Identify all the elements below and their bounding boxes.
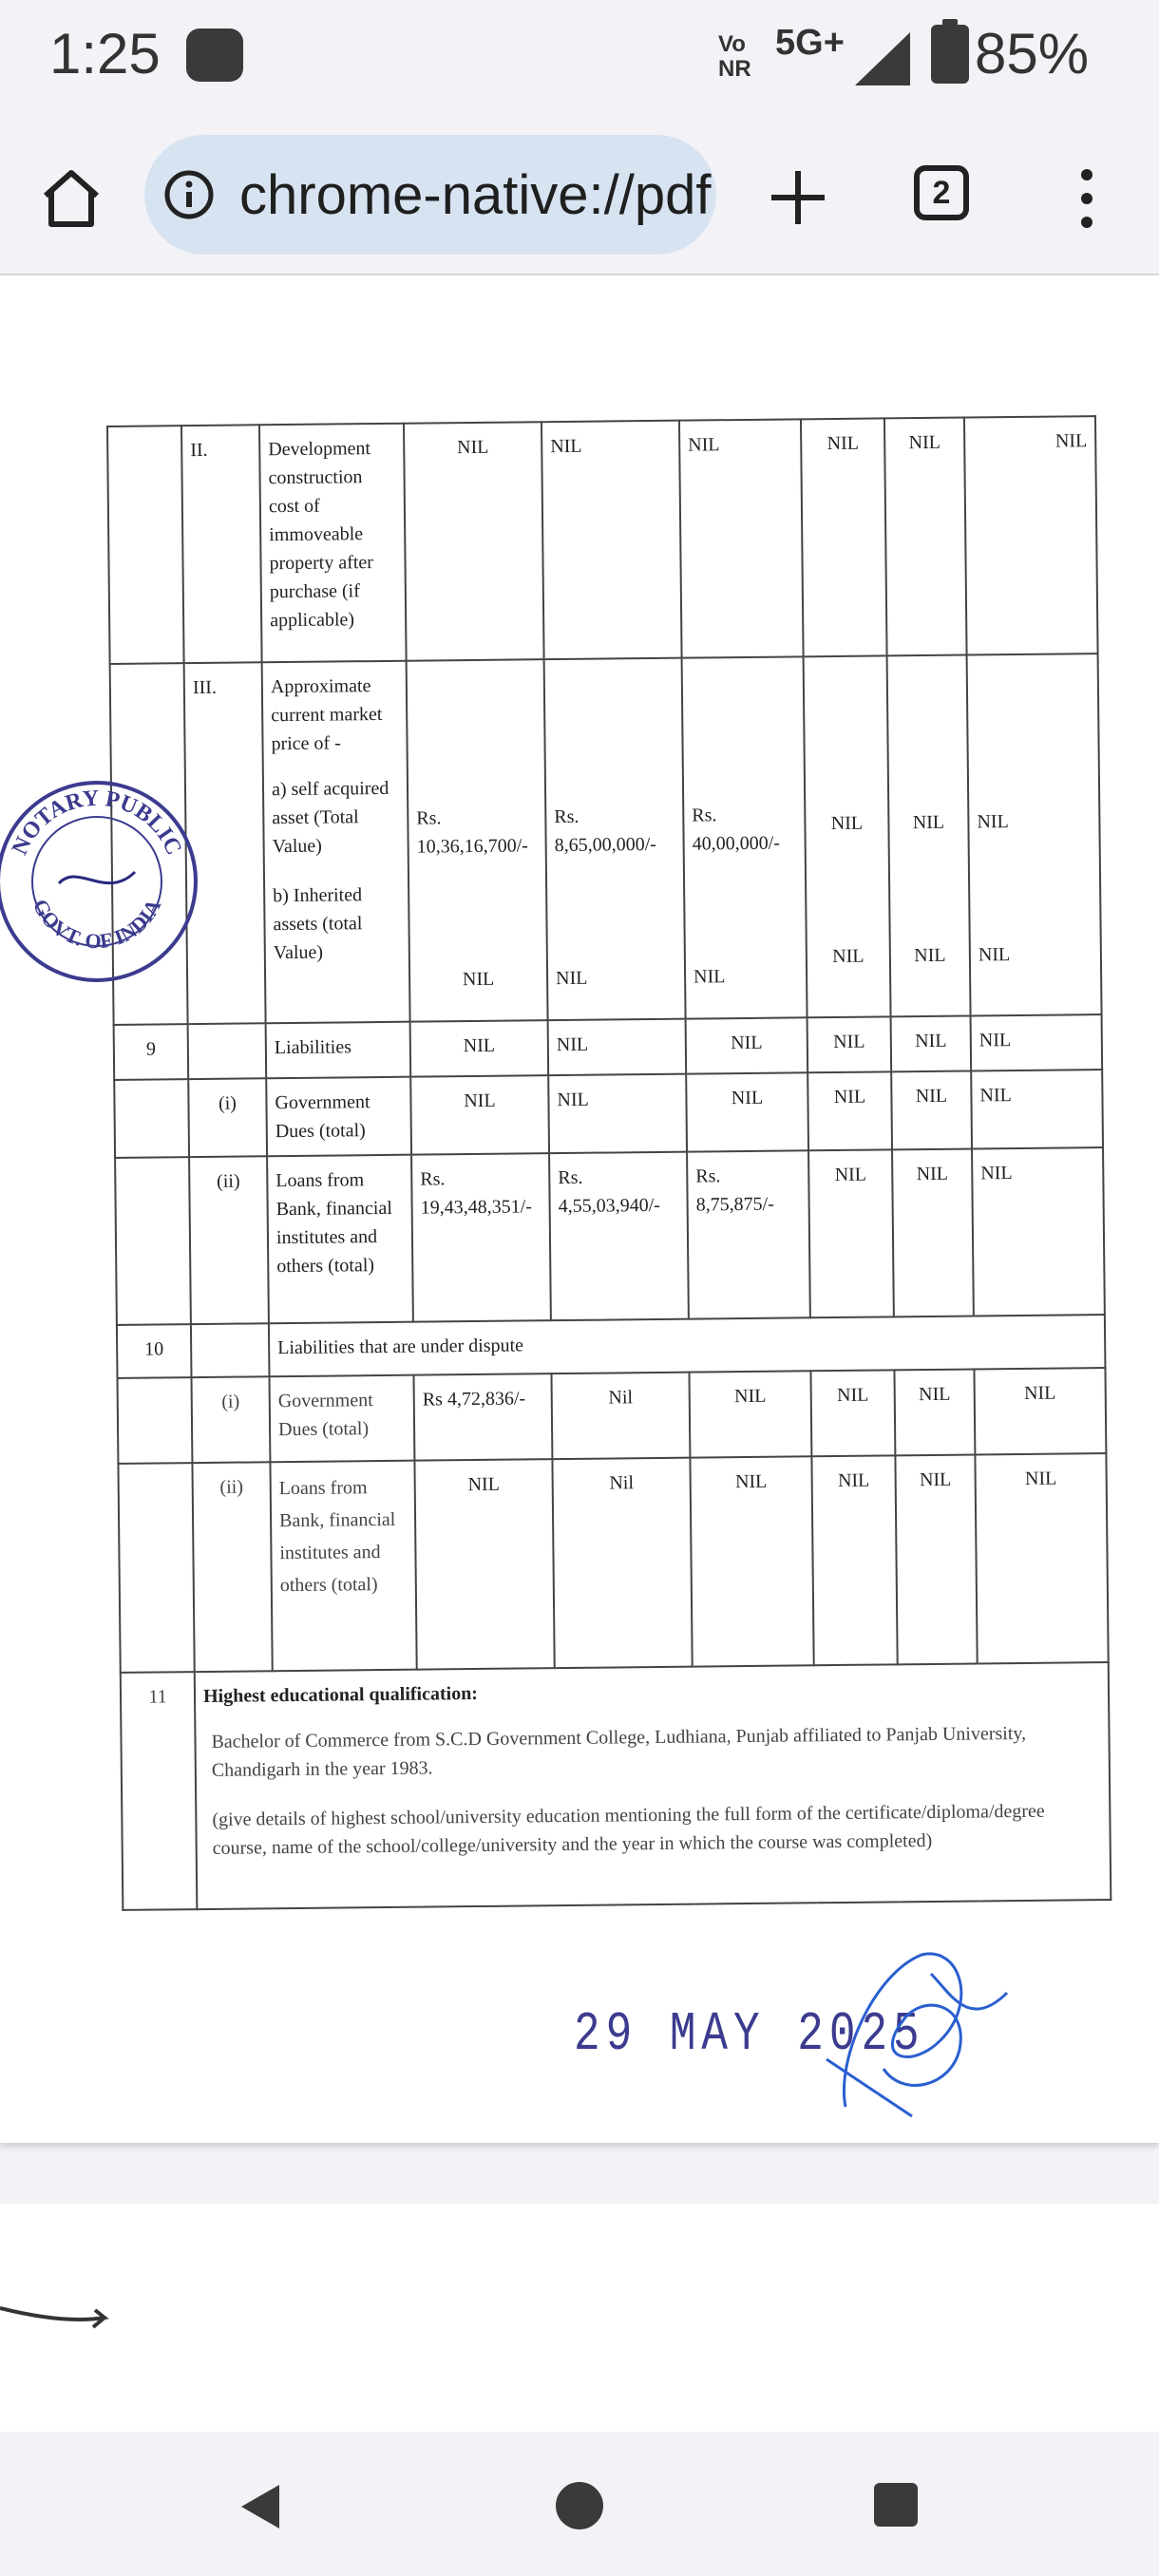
affidavit-table [106, 415, 1112, 1911]
table-row: III. Approximate current market price of - a) self acquired asset (Total Value) b) Inherited assets (total Value) Rs. 10,36,16,700/- NIL Rs. 8,65,00,000/- NIL Rs. 40,00,000/- NIL NIL NIL NIL NIL NIL NIL [110, 653, 1102, 1025]
table-row: 9 Liabilities NIL NIL NIL NIL NIL NIL [114, 1014, 1103, 1080]
notification-icon [186, 28, 243, 82]
new-tab-icon[interactable] [760, 160, 836, 236]
tab-switcher-button[interactable]: 2 [914, 165, 969, 220]
status-bar [0, 0, 1159, 114]
notary-stamp [0, 777, 201, 986]
url-bar[interactable] [144, 135, 716, 255]
network-type: 5G+ [775, 23, 845, 63]
recents-icon[interactable] [874, 2483, 918, 2527]
svg-text:NOTARY PUBLIC: NOTARY PUBLIC [7, 786, 187, 860]
browser-toolbar [0, 122, 1159, 275]
signature [817, 1917, 1026, 2126]
home-icon[interactable] [38, 165, 104, 232]
svg-text:GOVT. OF INDIA: GOVT. OF INDIA [28, 895, 166, 954]
table-row: (ii) Loans from Bank, financial institutes and others (total) Rs. 19,43,48,351/- Rs. 4,55,03,940/- Rs. 8,75,875/- NIL NIL NIL [115, 1147, 1105, 1325]
next-page-area [0, 2204, 1159, 2432]
battery-percent: 85% [975, 22, 1090, 85]
back-icon[interactable] [236, 2481, 283, 2532]
table-row: (i) Government Dues (total) Rs 4,72,836/- Nil NIL NIL NIL NIL [118, 1368, 1107, 1464]
table-row: (ii) Loans from Bank, financial institutes and others (total) NIL Nil NIL NIL NIL NIL [118, 1453, 1108, 1673]
url-text[interactable]: chrome-native://pdf [239, 164, 712, 226]
signal-icon [855, 32, 910, 85]
date-stamp: 29 MAY 2025 [574, 2003, 925, 2066]
pdf-page [0, 275, 1159, 2143]
table-row: (i) Government Dues (total) NIL NIL NIL NIL NIL NIL [114, 1070, 1103, 1158]
table-row: 11 Highest educational qualification: Bachelor of Commerce from S.C.D Government College, Ludhiana, Punjab affiliated to Panjab University, Chandigarh in the year 1983. (give details of highest school/university education mentioning the full form of the certificate/diploma/degree course, name of the school/college/university and the year in which the course was completed) [121, 1662, 1112, 1910]
scribble-mark [0, 2289, 114, 2337]
table-row: II. Development construction cost of immoveable property after purchase (if applicable) NIL NIL NIL NIL NIL NIL [107, 416, 1098, 664]
table-row: 10 Liabilities that are under dispute [117, 1315, 1106, 1378]
status-time: 1:25 [49, 22, 161, 85]
site-info-icon[interactable] [163, 169, 215, 220]
vonr-indicator: Vo NR [718, 31, 751, 82]
battery-icon [931, 25, 969, 84]
navigation-bar [0, 2432, 1159, 2576]
home-nav-icon[interactable] [555, 2481, 604, 2530]
scanned-document [106, 415, 1110, 1909]
overflow-menu-icon[interactable] [1068, 165, 1106, 232]
